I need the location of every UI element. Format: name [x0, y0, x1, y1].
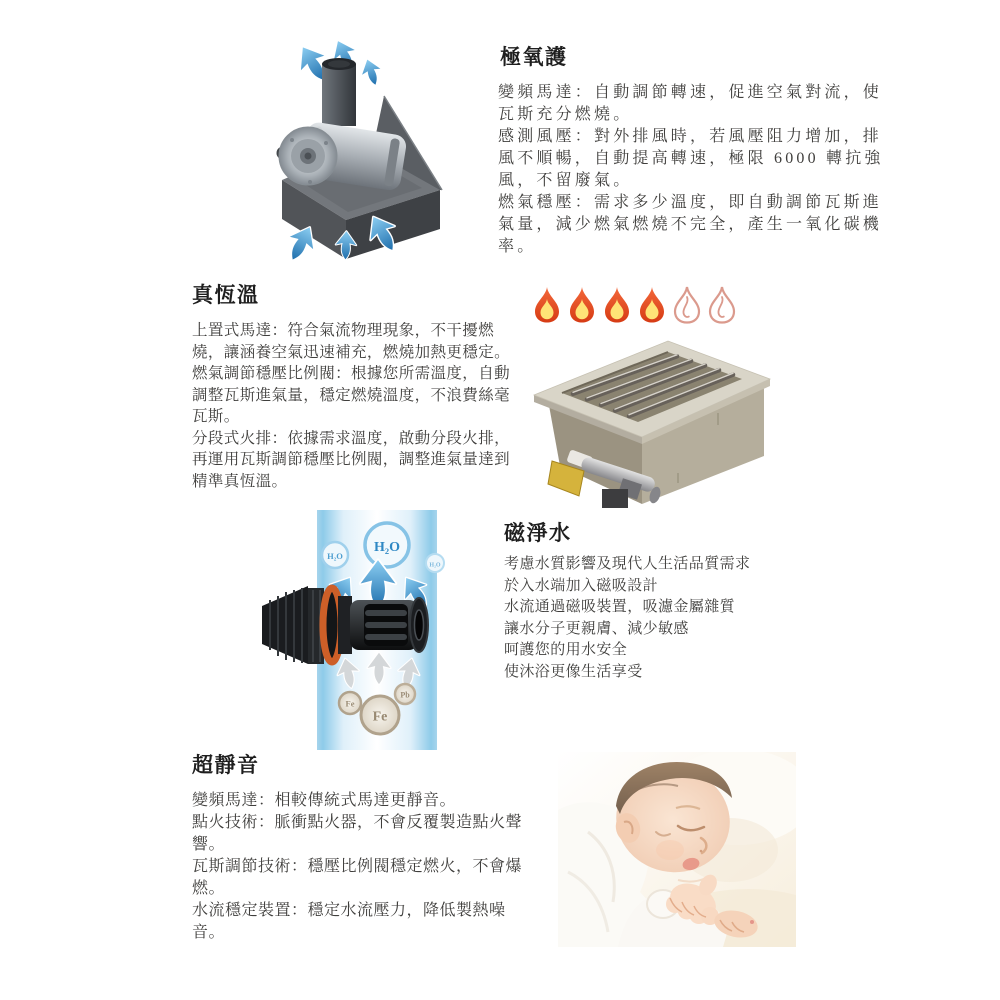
section-text-ultra-quiet [192, 790, 538, 944]
h2o-label: H₂O [327, 551, 343, 561]
flame-lit-icon [605, 287, 629, 323]
fe-label: Fe [345, 698, 355, 709]
feature-paragraph: 點火技術：脈衝點火器，不會反覆製造點火聲響。 [192, 814, 523, 853]
feature-paragraph: 燃氣調節穩壓比例閥：根據您所需溫度，自動調整瓦斯進氣量，穩定燃燒溫度，不浪費絲毫瓦斯。 [192, 365, 511, 425]
cheek [656, 840, 684, 860]
pb-label: Pb [400, 690, 410, 700]
section-title-constant-temp: 真恆溫 [192, 283, 260, 307]
magnetic-filter-image [262, 510, 492, 750]
section-title-magnetic-water: 磁淨水 [504, 521, 572, 545]
h2o-label: H₂O [374, 540, 400, 555]
feature-paragraph: 變頻馬達：自動調節轉速，促進空氣對流，使瓦斯充分燃燒。 [498, 84, 883, 123]
feature-line: 於入水端加入磁吸設計 [504, 577, 659, 594]
feature-paragraph: 感測風壓：對外排風時，若風壓阻力增加，排風不順暢，自動提高轉速，極限 6000 轉抗強風，不留廢氣。 [498, 128, 884, 189]
feature-paragraph: 水流穩定裝置：穩定水流壓力，降低製熱噪音。 [192, 902, 506, 941]
section-title-ultra-quiet: 超靜音 [192, 753, 260, 777]
section-text-magnetic-water [504, 554, 884, 683]
section-title-oxygen-guard: 極氧護 [500, 45, 568, 69]
flame-lit-icon [570, 287, 594, 323]
flame-lit-icon [535, 287, 559, 323]
feature-line: 考慮水質影響及現代人生活品質需求 [504, 556, 751, 572]
section-text-oxygen-guard [498, 82, 896, 258]
feature-line: 使沐浴更像生活享受 [504, 663, 643, 680]
feature-paragraph: 變頻馬達：相較傳統式馬達更靜音。 [192, 792, 457, 809]
flame-level-icons [535, 287, 734, 323]
h2o-label: H₂O [429, 562, 441, 569]
flame-unlit-icon [675, 287, 699, 323]
feature-paragraph: 分段式火排：依據需求溫度，啟動分段火排，再運用瓦斯調節穩壓比例閥，調整進氣量達到精準真恆溫。 [192, 429, 511, 490]
segmented-burner-image [518, 283, 774, 508]
feature-paragraph: 瓦斯調節技術：穩壓比例閥穩定燃火，不會爆燃。 [192, 858, 523, 897]
flame-unlit-icon [710, 287, 734, 323]
feature-paragraph: 上置式馬達：符合氣流物理現象，不干擾燃燒，讓涵養空氣迅速補充，燃燒加熱更穩定。 [192, 322, 511, 361]
motor-body [277, 58, 443, 259]
flame-lit-icon [640, 287, 664, 323]
feature-line: 水流通過磁吸裝置，吸濾金屬雜質 [504, 599, 736, 615]
fe-label: Fe [372, 709, 388, 725]
feature-line: 呵護您的用水安全 [504, 642, 628, 658]
feature-paragraph: 燃氣穩壓：需求多少溫度，即自動調節瓦斯進氣量，減少燃氣燃燒不完全，產生一氧化碳機率。 [498, 194, 883, 255]
air-arrow-icon [358, 57, 384, 88]
sleeping-baby-image [558, 752, 796, 947]
feature-line: 讓水分子更親膚、減少敏感 [504, 620, 689, 637]
section-text-constant-temp [192, 320, 510, 492]
blower-motor-image [272, 40, 450, 268]
